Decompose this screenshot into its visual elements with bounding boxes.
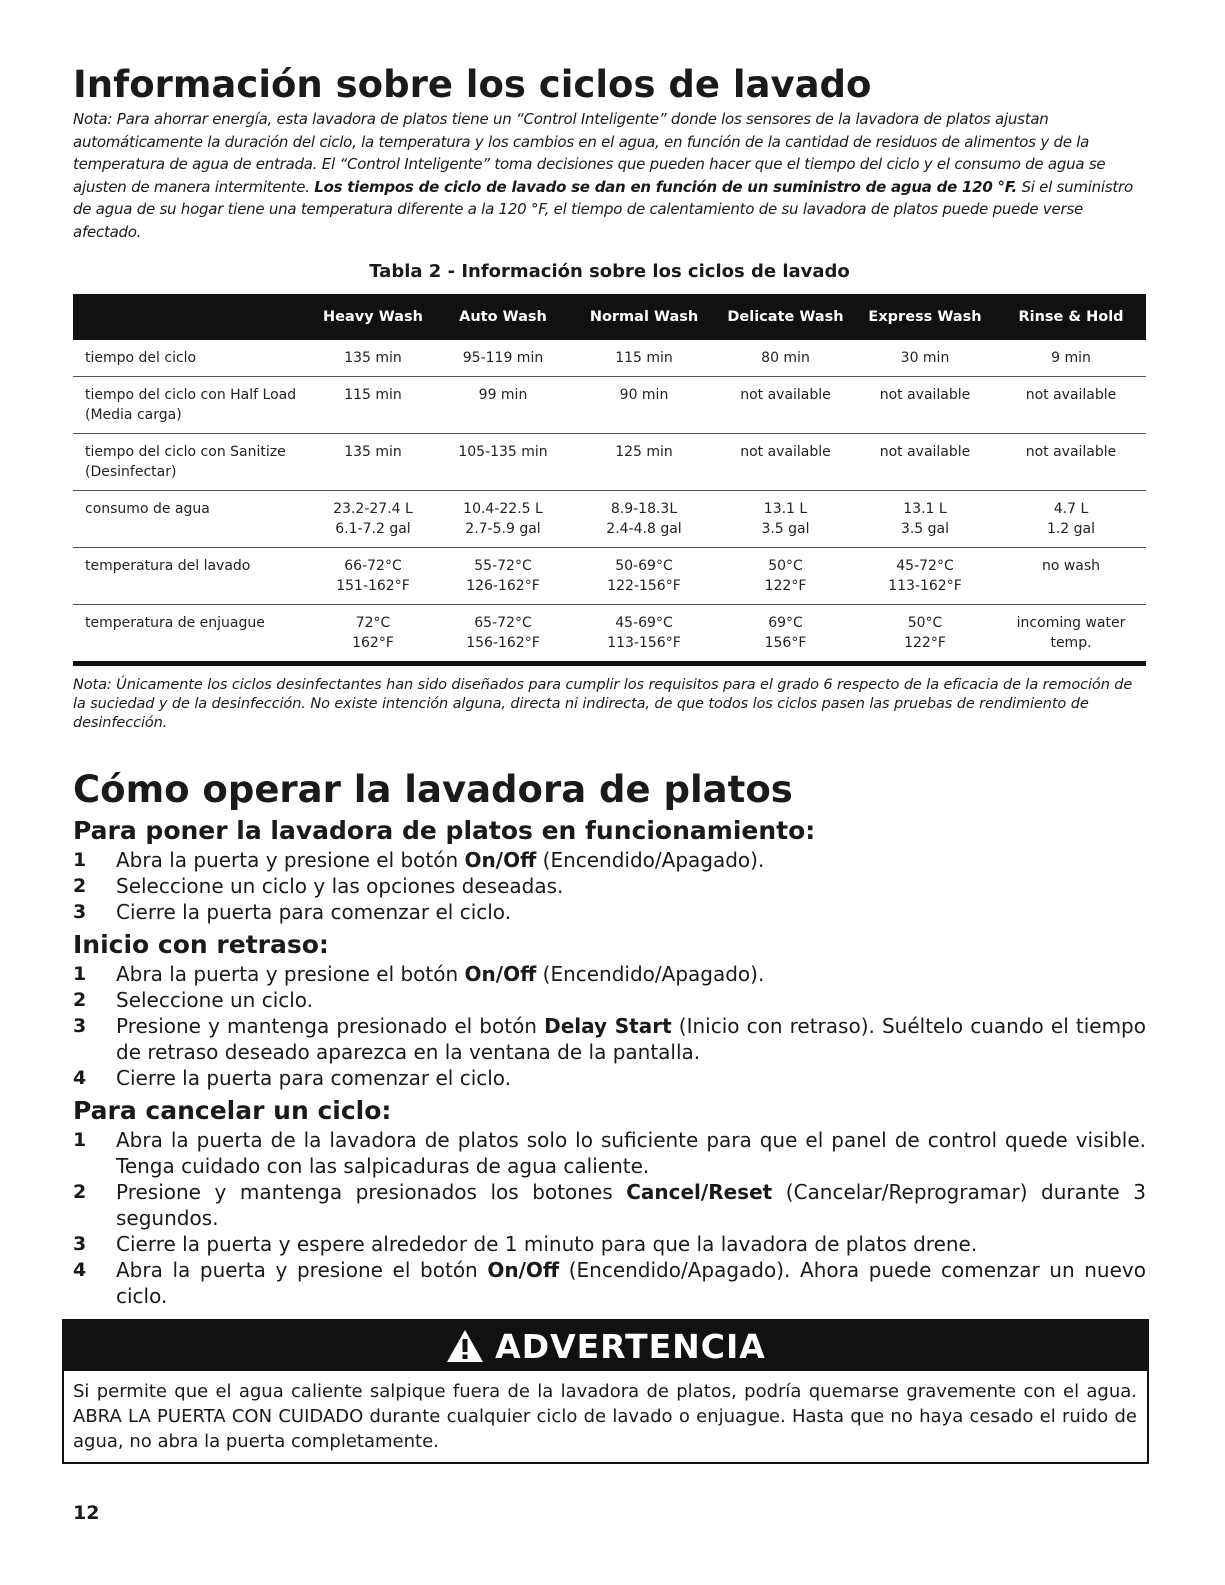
cell-value: 113-156°F	[607, 635, 681, 651]
step-text-end: (Encendido/Apagado).	[536, 848, 765, 872]
header-cell-empty	[73, 294, 311, 340]
table-cell	[996, 548, 1146, 605]
header-cell: Heavy Wash	[323, 309, 423, 325]
table-cell	[717, 491, 854, 548]
cell-value: 115 min	[615, 350, 673, 366]
header-cell: Delicate Wash	[727, 309, 844, 325]
cell-value: 10.4-22.5 L	[463, 501, 543, 517]
cell-value: not available	[879, 444, 971, 460]
warning-triangle-icon	[445, 1328, 485, 1364]
step-item	[73, 873, 1146, 899]
step-text: Cierre la puerta para comenzar el ciclo.	[116, 1066, 512, 1090]
cell-value: 135 min	[344, 350, 402, 366]
cell-value: 6.1-7.2 gal	[335, 521, 411, 537]
cell-value: 151-162°F	[336, 578, 410, 594]
cell-value: not available	[740, 444, 831, 460]
table-cell	[311, 377, 435, 434]
table-cell	[996, 605, 1146, 664]
table-row	[73, 491, 1146, 548]
table-cell	[854, 491, 996, 548]
table-cell	[996, 491, 1146, 548]
table-cell	[311, 434, 435, 491]
table-cell	[717, 434, 854, 491]
table-cell	[571, 605, 717, 664]
cell-value: 23.2-27.4 L	[333, 501, 413, 517]
step-text-end: (Encendido/Apagado). Ahora puede comenzar un nuevo ciclo.	[116, 1258, 1146, 1308]
table-row	[73, 548, 1146, 605]
cell-value: 50°C	[907, 615, 943, 631]
table-cell	[996, 377, 1146, 434]
table-cell	[996, 434, 1146, 491]
subsection-title: Inicio con retraso:	[73, 930, 329, 959]
cell-value: 2.4-4.8 gal	[606, 521, 682, 537]
cell-value: 113-162°F	[888, 578, 962, 594]
cell-value: 156-162°F	[466, 635, 540, 651]
subsection-title: Para cancelar un ciclo:	[73, 1096, 392, 1125]
step-text: Seleccione un ciclo.	[116, 988, 314, 1012]
table-cell	[854, 340, 996, 377]
table-row	[73, 605, 1146, 664]
cell-value: 65-72°C	[474, 615, 532, 631]
step-number: 3	[73, 1015, 87, 1037]
row-label: tiempo del ciclo con Half Load (Media carga)	[73, 377, 311, 434]
cell-value: not available	[1025, 444, 1117, 460]
table-header-row	[73, 294, 1146, 340]
step-text-end: (Cancelar/Reprogramar) durante 3 segundos.	[116, 1180, 1146, 1230]
wash-cycle-table	[73, 294, 1146, 666]
cell-value: not available	[879, 387, 971, 403]
cell-value: 162°F	[352, 635, 394, 651]
step-item	[73, 899, 1146, 925]
cell-value: 122°F	[764, 578, 807, 594]
cell-value: 95-119 min	[462, 350, 544, 366]
header-cell: Normal Wash	[589, 309, 699, 325]
warning-text: Si permite que el agua caliente salpique fuera de la lavadora de platos, podría quemarse gravemente con el agua. ABRA LA PUERTA CON CUIDADO durante cualquier ciclo de lavado o enjuague. Hasta que no haya cesado el ruido de agua, no abra la puerta completamente.	[73, 1381, 1137, 1452]
step-item	[73, 1065, 1146, 1091]
section-title: Cómo operar la lavadora de platos	[73, 768, 793, 811]
button-name: On/Off	[464, 848, 537, 872]
cell-value: 90 min	[619, 387, 669, 403]
step-number: 3	[73, 901, 87, 923]
step-item	[73, 1127, 1146, 1179]
table-row	[73, 434, 1146, 491]
step-number: 4	[73, 1067, 87, 1089]
table-cell	[571, 340, 717, 377]
table-cell	[571, 548, 717, 605]
row-label: temperatura de enjuague	[73, 605, 311, 664]
page-number: 12	[73, 1502, 100, 1524]
cell-value: 126-162°F	[466, 578, 540, 594]
button-name: Cancel/Reset	[626, 1180, 773, 1204]
step-number: 2	[73, 1181, 87, 1203]
table-note: Nota: Únicamente los ciclos desinfectantes han sido diseñados para cumplir los requisitos para el grado 6 respecto de la eficacia de la remoción de la suciedad y de la desinfección. No existe intención alguna, directa ni indirecta, de que todos los ciclos pasen las pruebas de rendimiento de desinfección.	[73, 677, 1133, 731]
step-item	[73, 987, 1146, 1013]
cell-value: not available	[1025, 387, 1117, 403]
step-number: 4	[73, 1259, 87, 1281]
cell-value: 2.7-5.9 gal	[465, 521, 541, 537]
step-text-end: (Inicio con retraso). Suéltelo cuando el tiempo de retraso deseado aparezca en la ventana de la pantalla.	[116, 1014, 1146, 1064]
cell-value: 122-156°F	[607, 578, 681, 594]
table-cell	[717, 340, 854, 377]
step-text: Abra la puerta y presione el botón	[116, 848, 465, 872]
instructions	[73, 815, 1146, 1309]
cell-value: 45-69°C	[615, 615, 673, 631]
table-title: Tabla 2 - Información sobre los ciclos de lavado	[369, 261, 850, 282]
cell-value: 45-72°C	[896, 558, 954, 574]
step-item	[73, 1257, 1146, 1309]
cell-value: 8.9-18.3L	[610, 501, 678, 517]
table-cell	[717, 377, 854, 434]
table-cell	[435, 434, 571, 491]
step-text: Presione y mantenga presionados los botones	[116, 1180, 627, 1204]
page-content	[73, 62, 1146, 1309]
row-label: consumo de agua	[73, 491, 311, 548]
step-list	[73, 961, 1146, 1091]
warning-title: ADVERTENCIA	[495, 1326, 766, 1366]
cell-value: 105-135 min	[458, 444, 548, 460]
row-label: tiempo del ciclo	[73, 340, 311, 377]
table-cell	[435, 491, 571, 548]
step-list	[73, 1127, 1146, 1309]
step-number: 2	[73, 989, 87, 1011]
intro-note	[73, 108, 1146, 243]
table-cell	[717, 605, 854, 664]
table-cell	[311, 548, 435, 605]
header-cell: Rinse & Hold	[1018, 309, 1124, 325]
cell-value: 30 min	[900, 350, 950, 366]
cell-value: 13.1 L	[763, 501, 808, 517]
button-name: Delay Start	[544, 1014, 672, 1038]
step-list	[73, 847, 1146, 925]
cell-value: 4.7 L	[1053, 501, 1089, 517]
step-item	[73, 1013, 1146, 1065]
cell-value: temp.	[1050, 635, 1092, 651]
cell-value: 156°F	[764, 635, 807, 651]
cell-value: 125 min	[615, 444, 673, 460]
step-number: 3	[73, 1233, 87, 1255]
intro-note-text: Nota: Para ahorrar energía, esta lavadora de platos tiene un “Control Inteligente” donde los sensores de la lavadora de platos ajustan automáticamente la duración del ciclo, la temperatura y los cambios en el agua, en función de la cantidad de residuos de alimentos y de la temperatura de agua de entrada. El “Control Inteligente” toma decisiones que pueden hacer que el tiempo del ciclo y el consumo de agua se ajusten de manera intermitente.	[73, 110, 1106, 196]
table-cell	[854, 434, 996, 491]
intro-note-text-2: Si el suministro de agua de su hogar tiene una temperatura diferente a la 120 °F, el tiempo de calentamiento de su lavadora de platos puede puede verse afectado.	[73, 177, 1133, 241]
step-number: 2	[73, 875, 87, 897]
table-cell	[311, 491, 435, 548]
table-cell	[996, 340, 1146, 377]
cell-value: 50-69°C	[615, 558, 673, 574]
step-number: 1	[73, 1129, 87, 1151]
cell-value: 13.1 L	[903, 501, 947, 517]
table-cell	[435, 340, 571, 377]
table-cell	[854, 548, 996, 605]
cell-value: 115 min	[344, 387, 402, 403]
step-text: Abra la puerta y presione el botón	[116, 1258, 488, 1282]
step-item	[73, 961, 1146, 987]
cell-value: 3.5 gal	[761, 521, 810, 537]
table-cell	[311, 340, 435, 377]
step-number: 1	[73, 963, 87, 985]
cell-value: 80 min	[761, 350, 810, 366]
table-row	[73, 340, 1146, 377]
cell-value: 66-72°C	[344, 558, 402, 574]
cell-value: 122°F	[904, 635, 946, 651]
cell-value: 1.2 gal	[1046, 521, 1096, 537]
cell-value: no wash	[1041, 558, 1101, 574]
row-label: temperatura del lavado	[73, 548, 311, 605]
cell-value: 72°C	[355, 615, 391, 631]
cell-value: 55-72°C	[474, 558, 532, 574]
step-text-end: (Encendido/Apagado).	[536, 962, 765, 986]
table-cell	[435, 548, 571, 605]
step-text: Cierre la puerta para comenzar el ciclo.	[116, 900, 512, 924]
cell-value: incoming water	[1016, 615, 1126, 631]
step-item	[73, 1179, 1146, 1231]
intro-note-bold: Los tiempos de ciclo de lavado se dan en función de un suministro de agua de 120 °F.	[314, 177, 1017, 196]
step-text: Abra la puerta de la lavadora de platos solo lo suficiente para que el panel de control quede visible. Tenga cuidado con las salpicaduras de agua caliente.	[116, 1128, 1146, 1178]
cell-value: 3.5 gal	[900, 521, 950, 537]
cell-value: 69°C	[768, 615, 803, 631]
table-cell	[435, 605, 571, 664]
step-text: Seleccione un ciclo y las opciones deseadas.	[116, 874, 564, 898]
button-name: On/Off	[487, 1258, 560, 1282]
row-label: tiempo del ciclo con Sanitize (Desinfectar)	[73, 434, 311, 491]
header-cell: Express Wash	[868, 309, 982, 325]
step-text: Presione y mantenga presionado el botón	[116, 1014, 545, 1038]
table-cell	[854, 377, 996, 434]
step-number: 1	[73, 849, 87, 871]
page-title: Información sobre los ciclos de lavado	[73, 63, 872, 106]
step-item	[73, 1231, 1146, 1257]
cell-value: 135 min	[344, 444, 402, 460]
cell-value: not available	[740, 387, 831, 403]
table-cell	[717, 548, 854, 605]
table-cell	[571, 377, 717, 434]
table-cell	[854, 605, 996, 664]
step-item	[73, 847, 1146, 873]
table-row	[73, 377, 1146, 434]
cell-value: 9 min	[1051, 350, 1091, 366]
cell-value: 99 min	[478, 387, 528, 403]
step-text: Abra la puerta y presione el botón	[116, 962, 465, 986]
table-cell	[311, 605, 435, 664]
step-text: Cierre la puerta y espere alrededor de 1 minuto para que la lavadora de platos drene.	[116, 1232, 978, 1256]
table-cell	[435, 377, 571, 434]
warning-box	[62, 1319, 1149, 1464]
warning-header	[64, 1321, 1147, 1371]
subsection-title: Para poner la lavadora de platos en funcionamiento:	[73, 816, 816, 845]
table-cell	[571, 491, 717, 548]
button-name: On/Off	[464, 962, 537, 986]
header-cell: Auto Wash	[459, 309, 547, 325]
table-cell	[571, 434, 717, 491]
cell-value: 50°C	[768, 558, 803, 574]
